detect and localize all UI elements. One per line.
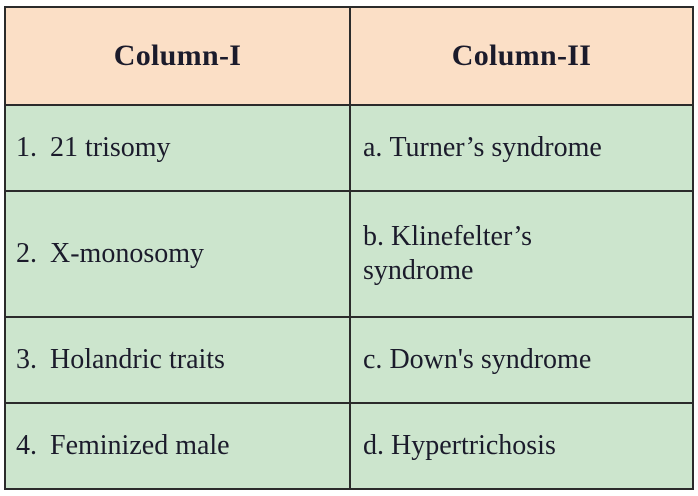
column-i-item-3 (5, 317, 350, 403)
item-marker: b. (363, 220, 384, 252)
table-row (5, 191, 693, 317)
column-ii-item-b (350, 191, 693, 317)
table-header-row (5, 7, 693, 105)
column-i-item-2 (5, 191, 350, 317)
item-text: Down's syndrome (389, 343, 592, 375)
item-text: Turner’s syndrome (389, 131, 602, 163)
item-text: Hypertrichosis (391, 429, 556, 461)
item-text: Klinefelter’s (391, 220, 532, 252)
item-text: 21 trisomy (50, 131, 171, 163)
item-line-1 (363, 131, 682, 165)
column-ii-item-a (350, 105, 693, 191)
item-text: Feminized male (50, 429, 230, 461)
column-i-item-1 (5, 105, 350, 191)
item-text: Holandric traits (50, 343, 225, 375)
item-line-2 (363, 254, 682, 288)
item-marker: d. (363, 429, 384, 461)
item-text: X-monosomy (50, 237, 204, 269)
item-marker: 4. (16, 429, 37, 461)
column-header-i: Column-I (5, 7, 350, 105)
column-ii-item-d (350, 403, 693, 489)
column-ii-item-c (350, 317, 693, 403)
table-body (5, 105, 693, 489)
item-marker: 2. (16, 237, 37, 269)
column-header-ii: Column-II (350, 7, 693, 105)
item-marker: c. (363, 343, 383, 375)
item-line-1 (363, 429, 682, 463)
column-i-item-4 (5, 403, 350, 489)
item-line-1 (363, 343, 682, 377)
item-marker: 3. (16, 343, 37, 375)
table-row (5, 105, 693, 191)
item-line-1 (363, 220, 682, 254)
table-row (5, 403, 693, 489)
item-text-continued: syndrome (363, 254, 474, 286)
table-row (5, 317, 693, 403)
table-header (5, 7, 693, 105)
item-marker: a. (363, 131, 383, 163)
item-marker: 1. (16, 131, 37, 163)
matching-table (4, 6, 694, 490)
